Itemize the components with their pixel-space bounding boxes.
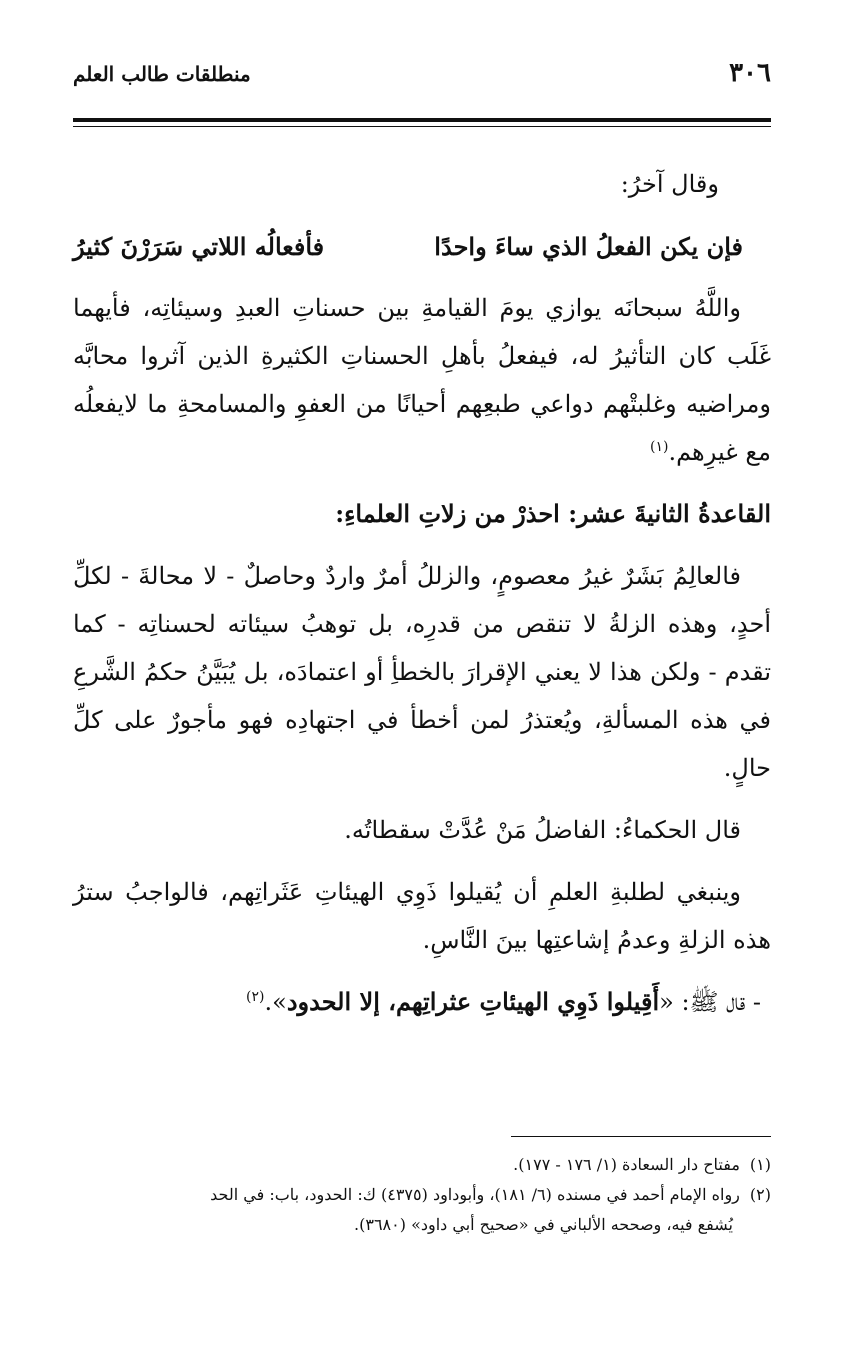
- verse-first-hemistich: فإن يكن الفعلُ الذي ساءَ واحدًا: [434, 232, 743, 261]
- footnote-1: [73, 1150, 771, 1180]
- poetry-verse: [73, 222, 743, 272]
- header-rule-thick: [73, 118, 771, 122]
- paragraph-text: واللَّهُ سبحانَه يوازي يومَ القيامةِ بين حسناتِ العبدِ وسيئاتِه، فأيهما غَلَب كان التأثيرُ له، فيفعلُ بأهلِ الحسناتِ الكثيرةِ الذين آثروا محابَّه ومراضيه وغلبتْهم دواعي طبعِهم أحيانًا من العفوِ والمسامحةِ ما لايفعلُه مع غيرِهم.: [73, 294, 771, 466]
- section-heading: القاعدةُ الثانيةَ عشر: احذرْ من زلاتِ العلماءِ:: [335, 499, 771, 528]
- paragraph: [73, 284, 771, 476]
- footnote-2-continued: يُشفع فيه، وصححه الألباني في «صحيح أبي داود» (٣٦٨٠).: [354, 1215, 733, 1234]
- spacer: [73, 854, 771, 868]
- hadith-line: [73, 978, 771, 1026]
- paragraph: وينبغي لطلبةِ العلمِ أن يُقيلوا ذَوِي الهيئاتِ عَثَراتِهم، فالواجبُ سترُ هذه الزلةِ وعدمُ إشاعتِها بينَ النَّاسِ.: [73, 878, 771, 954]
- hadith-suffix: ».: [264, 988, 287, 1016]
- footnote-marker: (١): [749, 1155, 771, 1174]
- footnote-2: [73, 1180, 771, 1210]
- hadith-text: أَقِيلوا ذَوِي الهيئاتِ عثراتِهم، إلا الحدود: [286, 987, 660, 1016]
- footnotes: [73, 1150, 771, 1240]
- verse-second-hemistich: فأفعالُه اللاتي سَرَرْنَ كثيرُ: [73, 232, 325, 261]
- footnote-text: رواه الإمام أحمد في مسنده (٦/ ١٨١)، وأبوداود (٤٣٧٥) ك: الحدود، باب: في الحد: [210, 1185, 740, 1204]
- paragraph: فالعالِمُ بَشَرٌ غيرُ معصومٍ، والزللُ أمرٌ واردٌ وحاصلٌ - لا محالةَ - لكلِّ أحدٍ، وهذه الزلةُ لا تنقص من قدرِه، بل توهبُ سيئاته لحسناتِه - كما تقدم - ولكن هذا لا يعني الإقرارَ بالخطأِ أو اعتمادَه، بل يُبَيَّنُ حكمُ الشَّرعِ في هذه المسألةِ، ويُعتذرُ لمن أخطأ في اجتهادِه فهو مأجورٌ على كلِّ حالٍ.: [73, 562, 771, 782]
- footnote-ref[interactable]: (٢): [246, 989, 265, 1005]
- hadith-prefix: - قال ﷺ: «: [659, 988, 761, 1016]
- page-body: [73, 160, 771, 1026]
- header-rule-thin: [73, 126, 771, 127]
- footnote-text: مفتاح دار السعادة (١/ ١٧٦ - ١٧٧).: [513, 1155, 740, 1174]
- intro-line: وقال آخرُ:: [620, 170, 719, 198]
- footnote-separator: [511, 1136, 771, 1137]
- spacer: [73, 964, 771, 978]
- footnote-marker: (٢): [749, 1185, 771, 1204]
- footnote-ref[interactable]: (١): [649, 439, 669, 455]
- spacer: [73, 792, 771, 806]
- paragraph: قال الحكماءُ: الفاضلُ مَنْ عُدَّتْ سقطاتُه.: [344, 816, 741, 844]
- page-header: [73, 58, 771, 104]
- running-title: منطلقات طالب العلم: [73, 62, 251, 86]
- page-number: ٣٠٦: [729, 58, 771, 88]
